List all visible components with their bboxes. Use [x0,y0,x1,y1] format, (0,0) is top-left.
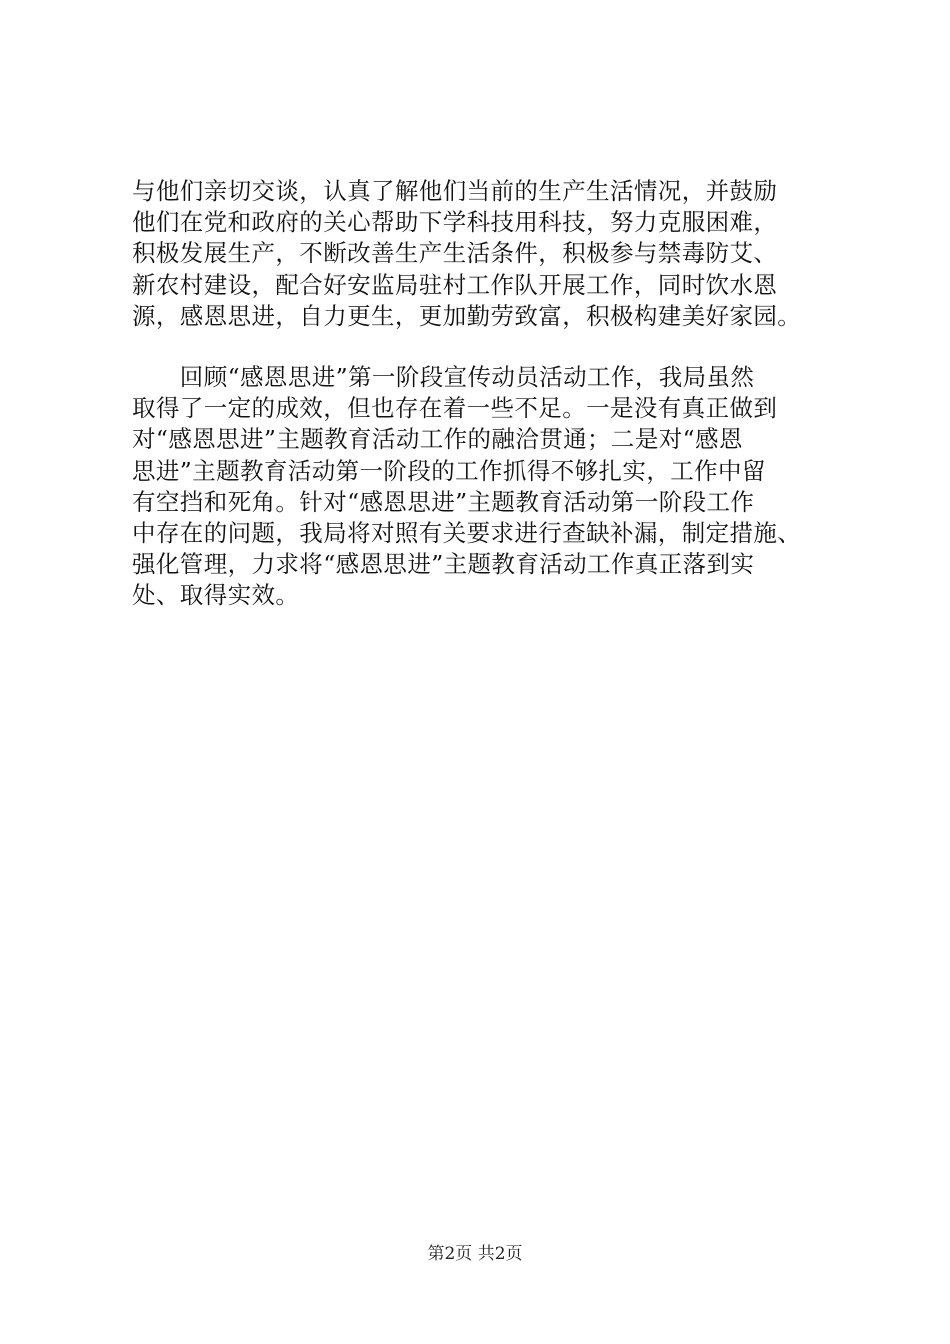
paragraph-2 [132,362,844,612]
text-line: 积极发展生产，不断改善生产生活条件，积极参与禁毒防艾、 [132,239,778,268]
text-line: 取得了一定的成效，但也存在着一些不足。一是没有真正做到 [132,394,778,423]
text-line: 对“感恩思进”主题教育活动工作的融洽贯通；二是对“感恩 [132,425,743,454]
text-line: 强化管理，力求将“感恩思进”主题教育活动工作真正落到实 [132,550,755,579]
text-line: 中存在的问题，我局将对照有关要求进行查缺补漏，制定措施、 [132,519,802,548]
paragraph-1 [132,176,844,332]
text-line: 回顾“感恩思进”第一阶段宣传动员活动工作，我局虽然 [132,363,755,392]
text-line: 他们在党和政府的关心帮助下学科技用科技，努力克服困难， [132,208,778,237]
text-line: 思进”主题教育活动第一阶段的工作抓得不够扎实，工作中留 [132,456,766,485]
text-line: 源，感恩思进，自力更生，更加勤劳致富，积极构建美好家园。 [132,301,802,330]
page-footer [0,1243,950,1265]
page-number-indicator: 第2页 共2页 [427,1244,523,1264]
text-line: 有空挡和死角。针对“感恩思进”主题教育活动第一阶段工作 [132,487,755,516]
text-line: 与他们亲切交谈，认真了解他们当前的生产生活情况，并鼓励 [132,177,778,205]
document-body [132,176,844,612]
paragraph-spacer [132,332,844,362]
text-line: 处、取得实效。 [132,581,300,610]
text-line: 新农村建设，配合好安监局驻村工作队开展工作，同时饮水恩 [132,270,778,299]
